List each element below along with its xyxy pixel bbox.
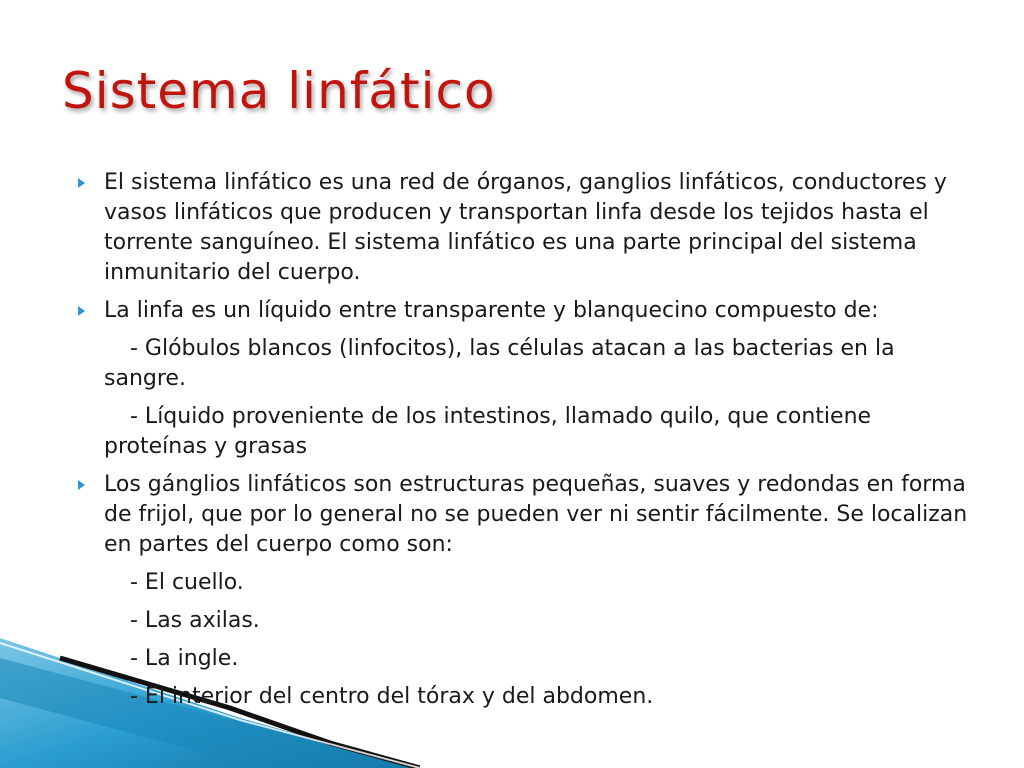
lymph-component: - Glóbulos blancos (linfocitos), las células atacan a las bacterias en la sangre. bbox=[104, 336, 895, 391]
node-location: - El cuello. bbox=[130, 570, 244, 595]
node-location: - El interior del centro del tórax y del abdomen. bbox=[130, 684, 654, 709]
slide-body bbox=[78, 168, 978, 720]
bullet-item bbox=[78, 470, 978, 560]
triangle-bullet-icon bbox=[78, 480, 85, 490]
triangle-bullet-icon bbox=[78, 178, 85, 188]
triangle-bullet-icon bbox=[78, 306, 85, 316]
lymph-component: - Líquido proveniente de los intestinos, llamado quilo, que contiene proteínas y grasas bbox=[104, 404, 872, 459]
slide-title: Sistema linfático bbox=[62, 62, 496, 120]
node-location: - Las axilas. bbox=[130, 608, 260, 633]
bullet-item bbox=[78, 168, 978, 288]
bullet-text: El sistema linfático es una red de órganos, ganglios linfáticos, conductores y vasos linfáticos que producen y transportan linfa desde los tejidos hasta el torrente sanguíneo. El sistema linfático es una parte principal del sistema inmunitario del cuerpo. bbox=[104, 170, 947, 285]
bullet-text: Los gánglios linfáticos son estructuras pequeñas, suaves y redondas en forma de frijol, que por lo general no se pueden ver ni sentir fácilmente. Se localizan en partes del cuerpo como son: bbox=[104, 472, 968, 557]
bullet-text: La linfa es un líquido entre transparente y blanquecino compuesto de: bbox=[104, 298, 879, 323]
bullet-item bbox=[78, 296, 978, 326]
node-location: - La ingle. bbox=[130, 646, 239, 671]
